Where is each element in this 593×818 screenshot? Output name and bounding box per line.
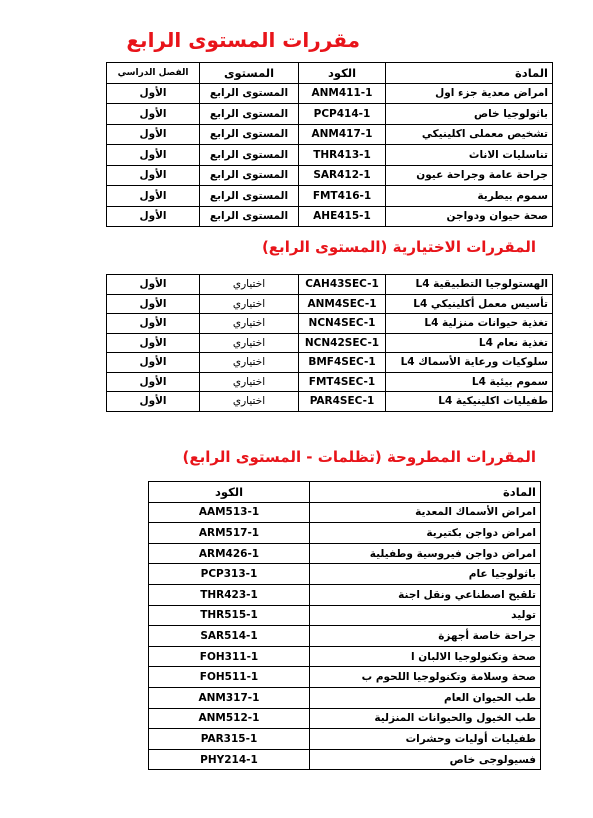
table-header-row [107, 63, 553, 84]
table-header-row [149, 482, 541, 503]
table-row [107, 104, 553, 125]
semester-cell: الأول [107, 314, 200, 334]
course-name-cell: امراض دواجن بكتيرية [310, 523, 541, 544]
course-code-cell: THR423-1 [149, 584, 310, 605]
table-row [107, 165, 553, 186]
course-code-cell: ANM417-1 [299, 124, 386, 145]
table-row [149, 605, 541, 626]
level-cell: المستوى الرابع [200, 165, 299, 186]
table-row [107, 353, 553, 373]
course-code-cell: AAM513-1 [149, 502, 310, 523]
semester-cell: الأول [107, 372, 200, 392]
semester-cell: الأول [107, 353, 200, 373]
core-courses-table [106, 62, 553, 227]
level-cell: المستوى الرابع [200, 145, 299, 166]
course-name-cell: امراض الأسماك المعدية [310, 502, 541, 523]
semester-cell: الأول [107, 145, 200, 166]
table-row [107, 145, 553, 166]
table-row [107, 392, 553, 412]
table-row [107, 372, 553, 392]
course-name-cell: امراض معدية جزء اول [386, 83, 553, 104]
course-type-cell: اختياري [200, 392, 299, 412]
course-type-cell: اختياري [200, 353, 299, 373]
table-row [149, 543, 541, 564]
elective-courses-body [107, 275, 553, 412]
header-level: المستوى [200, 63, 299, 84]
course-name-cell: جراحة خاصة أجهزة [310, 626, 541, 647]
table-row [149, 729, 541, 750]
course-name-cell: طب الخيول والحيوانات المنزلية [310, 708, 541, 729]
table-row [107, 314, 553, 334]
course-code-cell: ARM426-1 [149, 543, 310, 564]
table-row [107, 333, 553, 353]
core-courses-body [107, 83, 553, 227]
course-code-cell: ANM512-1 [149, 708, 310, 729]
course-code-cell: ANM4SEC-1 [299, 294, 386, 314]
course-type-cell: اختياري [200, 314, 299, 334]
course-code-cell: PAR315-1 [149, 729, 310, 750]
course-name-cell: امراض دواجن فيروسية وطفيلية [310, 543, 541, 564]
course-name-cell: تغذية حيوانات منزلية L4 [386, 314, 553, 334]
course-name-cell: الهستولوجيا التطبيقية L4 [386, 275, 553, 295]
semester-cell: الأول [107, 294, 200, 314]
course-code-cell: PCP313-1 [149, 564, 310, 585]
course-type-cell: اختياري [200, 333, 299, 353]
table-row [107, 186, 553, 207]
course-type-cell: اختياري [200, 372, 299, 392]
course-code-cell: FMT416-1 [299, 186, 386, 207]
course-code-cell: AHE415-1 [299, 206, 386, 227]
semester-cell: الأول [107, 186, 200, 207]
course-code-cell: SAR412-1 [299, 165, 386, 186]
offered-courses-table [148, 481, 541, 770]
semester-cell: الأول [107, 83, 200, 104]
semester-cell: الأول [107, 206, 200, 227]
course-type-cell: اختياري [200, 294, 299, 314]
header-course-code: الكود [149, 482, 310, 503]
course-code-cell: FOH511-1 [149, 667, 310, 688]
course-name-cell: صحة حيوان ودواجن [386, 206, 553, 227]
header-course-name: المادة [386, 63, 553, 84]
semester-cell: الأول [107, 392, 200, 412]
course-code-cell: PCP414-1 [299, 104, 386, 125]
semester-cell: الأول [107, 333, 200, 353]
course-code-cell: NCN4SEC-1 [299, 314, 386, 334]
level-cell: المستوى الرابع [200, 83, 299, 104]
course-name-cell: تناسليات الاناث [386, 145, 553, 166]
course-code-cell: ANM411-1 [299, 83, 386, 104]
course-code-cell: PHY214-1 [149, 749, 310, 770]
course-name-cell: سموم بيئية L4 [386, 372, 553, 392]
table-row [107, 275, 553, 295]
course-name-cell: تأسيس معمل أكلينيكي L4 [386, 294, 553, 314]
semester-cell: الأول [107, 124, 200, 145]
course-code-cell: NCN42SEC-1 [299, 333, 386, 353]
header-course-code: الكود [299, 63, 386, 84]
course-name-cell: طفيليات أوليات وحشرات [310, 729, 541, 750]
table-row [107, 83, 553, 104]
course-name-cell: باثولوجيا عام [310, 564, 541, 585]
level-cell: المستوى الرابع [200, 124, 299, 145]
course-code-cell: ARM517-1 [149, 523, 310, 544]
course-name-cell: سموم بيطرية [386, 186, 553, 207]
table-row [149, 646, 541, 667]
course-code-cell: BMF4SEC-1 [299, 353, 386, 373]
course-code-cell: THR413-1 [299, 145, 386, 166]
table-row [149, 523, 541, 544]
course-name-cell: تلقيح اصطناعي ونقل اجنة [310, 584, 541, 605]
table-row [149, 502, 541, 523]
level-cell: المستوى الرابع [200, 186, 299, 207]
table-row [149, 708, 541, 729]
table-row [149, 667, 541, 688]
course-name-cell: جراحة عامة وجراحة عيون [386, 165, 553, 186]
course-name-cell: تشخيص معملى اكلينيكي [386, 124, 553, 145]
course-name-cell: تغذية نعام L4 [386, 333, 553, 353]
level-cell: المستوى الرابع [200, 206, 299, 227]
table-row [107, 206, 553, 227]
course-name-cell: صحة وتكنولوجيا الالبان ا [310, 646, 541, 667]
table-row [107, 124, 553, 145]
semester-cell: الأول [107, 275, 200, 295]
course-name-cell: فسيولوجى خاص [310, 749, 541, 770]
course-name-cell: طفيليات اكلينيكية L4 [386, 392, 553, 412]
course-name-cell: توليد [310, 605, 541, 626]
semester-cell: الأول [107, 165, 200, 186]
offered-section-title: المقررات المطروحة (تظلمات - المستوى الرابع) [182, 448, 536, 466]
course-name-cell: صحة وسلامة وتكنولوجيا اللحوم ب [310, 667, 541, 688]
course-type-cell: اختياري [200, 275, 299, 295]
level-cell: المستوى الرابع [200, 104, 299, 125]
course-code-cell: PAR4SEC-1 [299, 392, 386, 412]
table-row [107, 294, 553, 314]
table-row [149, 687, 541, 708]
table-row [149, 584, 541, 605]
course-code-cell: ANM317-1 [149, 687, 310, 708]
course-code-cell: SAR514-1 [149, 626, 310, 647]
course-name-cell: سلوكيات ورعاية الأسماك L4 [386, 353, 553, 373]
course-name-cell: طب الحيوان العام [310, 687, 541, 708]
header-course-name: المادة [310, 482, 541, 503]
elective-section-title: المقررات الاختيارية (المستوى الرابع) [261, 238, 536, 256]
offered-courses-body [149, 502, 541, 770]
course-code-cell: FOH311-1 [149, 646, 310, 667]
header-semester: الفصل الدراسي [107, 63, 200, 84]
table-row [149, 749, 541, 770]
table-row [149, 564, 541, 585]
elective-courses-table [106, 274, 553, 412]
course-code-cell: THR515-1 [149, 605, 310, 626]
course-code-cell: CAH43SEC-1 [299, 275, 386, 295]
page-title: مقررات المستوى الرابع [126, 28, 360, 52]
course-code-cell: FMT4SEC-1 [299, 372, 386, 392]
course-name-cell: باثولوجيا خاص [386, 104, 553, 125]
semester-cell: الأول [107, 104, 200, 125]
table-row [149, 626, 541, 647]
